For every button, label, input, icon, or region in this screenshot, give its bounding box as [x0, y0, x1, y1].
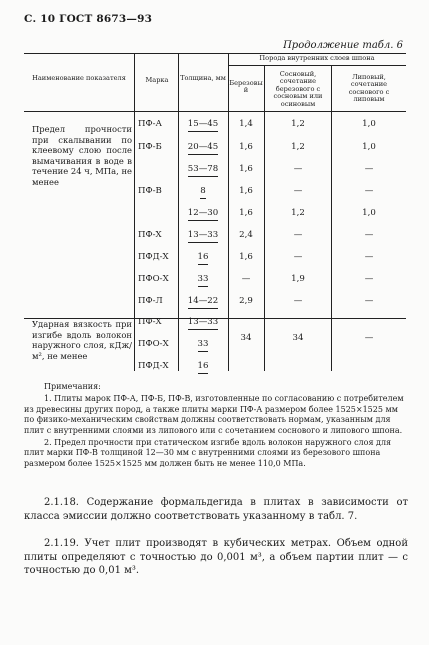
cell-linden: — [364, 164, 374, 174]
cell-mark: ПФ-Л [138, 296, 163, 306]
cell-thickness: 15—45 [180, 119, 226, 130]
cell-thickness: 16 [180, 361, 226, 372]
col-header-group: Порода внутренних слоев шпона [259, 54, 375, 62]
cell-birch: 1,6 [239, 142, 253, 152]
cell-thickness: 8 [180, 186, 226, 197]
cell-mark: ПФ-Х [138, 317, 162, 327]
cell-mark: ПФО-Х [138, 339, 169, 349]
cell-thickness: 13—33 [180, 317, 226, 328]
cell-thickness: 12—30 [180, 208, 226, 219]
cell-pine: 1,2 [291, 208, 305, 218]
col-sep-2 [178, 53, 179, 371]
cell-birch: — [241, 274, 251, 284]
col-sep-5 [331, 65, 332, 371]
cell-pine: — [293, 296, 303, 306]
page-header: С. 10 ГОСТ 8673—93 [24, 13, 153, 25]
cell-pine: — [293, 230, 303, 240]
cell-mark: ПФ-Х [138, 230, 162, 240]
paragraph-2-1-19: 2.1.19. Учет плит производят в кубических метрах. Объем одной плиты определяют с точностью до 0,001 м³, а объем партии плит — с точностью до 0,01 м³. [24, 538, 408, 577]
header-bottom-rule [24, 111, 406, 112]
cell-mark: ПФ-В [138, 186, 162, 196]
col-header-linden: Липовый, сочетание соснового с липовым [348, 73, 390, 104]
col-sep-4 [264, 65, 265, 371]
cell-birch: 1,6 [239, 186, 253, 196]
cell-birch: 34 [240, 333, 252, 343]
table-notes [24, 382, 408, 469]
cell-linden: — [364, 230, 374, 240]
cell-linden: 1,0 [362, 119, 376, 129]
col-header-pine: Сосновый, сочетание березового с сосновым или осиновым [273, 70, 323, 108]
cell-mark: ПФ-А [138, 119, 163, 129]
col-header-thickness: Толщина, мм [180, 74, 226, 82]
paragraph-2-1-18: 2.1.18. Содержание формальдегида в плитах в зависимости от класса эмиссии должно соответствовать указанному в табл. 7. [24, 497, 408, 522]
cell-linden: — [364, 296, 374, 306]
cell-linden: 1,0 [362, 142, 376, 152]
cell-pine: 1,2 [291, 142, 305, 152]
cell-pine: — [293, 186, 303, 196]
cell-pine: — [293, 252, 303, 262]
note-2: 2. Предел прочности при статическом изгибе вдоль волокон наружного слоя для плит марки ПФ-В толщиной 12—30 мм с внутренними слоями из березового шпона размером более 1525×1525 мм должен быть не менее 110,0 МПа. [24, 438, 392, 468]
cell-linden: — [364, 186, 374, 196]
cell-mark: ПФО-Х [138, 274, 169, 284]
cell-birch: 1,6 [239, 252, 253, 262]
cell-thickness: 33 [180, 274, 226, 285]
cell-thickness: 13—33 [180, 230, 226, 241]
cell-thickness: 53—78 [180, 164, 226, 175]
cell-linden: — [364, 252, 374, 262]
cell-birch: 2,4 [239, 230, 253, 240]
cell-pine: 1,9 [291, 274, 305, 284]
cell-pine: — [293, 164, 303, 174]
note-1: 1. Плиты марок ПФ-А, ПФ-Б, ПФ-В, изготовленные по согласованию с потребителем из древесины других пород, а также плиты марки ПФ-А размером более 1525×1525 мм по физико-механическим свойствам должны соответствовать нормам, указанным для плит с внутренними слоями из липового или с сочетанием соснового и липового шпона. [24, 394, 404, 435]
table-continuation-label: Продолжение табл. 6 [283, 40, 403, 51]
cell-mark: ПФ-Б [138, 142, 162, 152]
col-header-name: Наименование показателя [32, 74, 126, 82]
cell-thickness: 20—45 [180, 142, 226, 153]
cell-birch: 1,6 [239, 208, 253, 218]
cell-linden: — [364, 333, 374, 343]
cell-birch: 1,6 [239, 164, 253, 174]
col-header-mark: Марка [145, 76, 169, 84]
cell-birch: 1,4 [239, 119, 253, 129]
cell-birch: 2,9 [239, 296, 253, 306]
cell-thickness: 33 [180, 339, 226, 350]
cell-mark: ПФД-Х [138, 252, 169, 262]
cell-thickness: 14—22 [180, 296, 226, 307]
cell-pine: 34 [292, 333, 304, 343]
col-sep-1 [134, 53, 135, 371]
cell-mark: ПФД-Х [138, 361, 169, 371]
section-label-impact-strength: Ударная вязкость при изгибе вдоль волокон наружного слоя, кДж/м², не менее [32, 319, 132, 361]
cell-linden: — [364, 274, 374, 284]
table [24, 53, 406, 373]
cell-thickness: 16 [180, 252, 226, 263]
cell-linden: 1,0 [362, 208, 376, 218]
col-header-birch: Березовый [229, 79, 263, 95]
cell-pine: 1,2 [291, 119, 305, 129]
section-label-shear-strength: Предел прочности при скалывании по клеевому слою после вымачивания в воде в течение 24 ч, МПа, не менее [32, 124, 132, 187]
notes-title: Примечания: [44, 382, 101, 391]
group-header-rule [228, 65, 406, 66]
